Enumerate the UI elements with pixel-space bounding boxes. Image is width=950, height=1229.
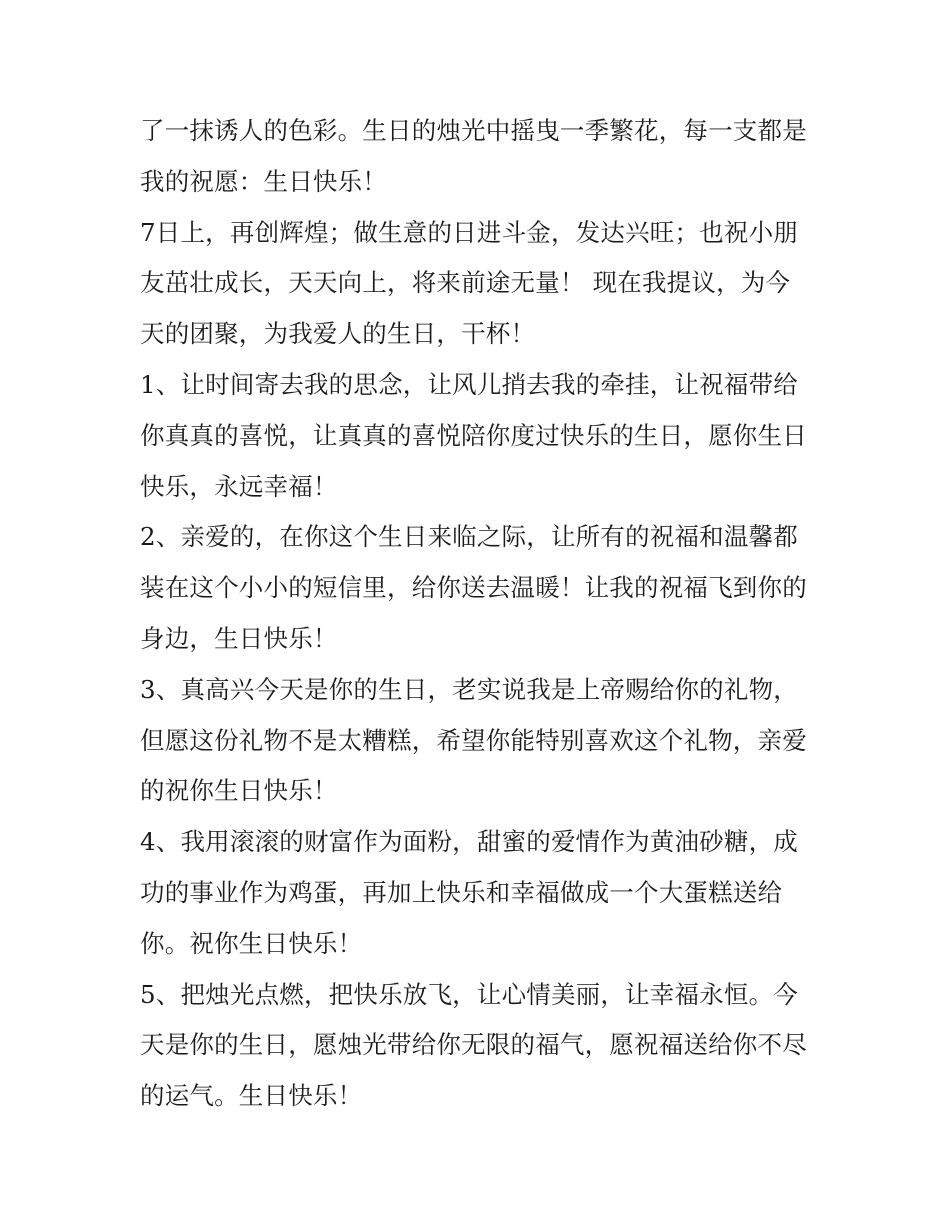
document-body [140,106,820,1122]
text-line: 的祝你生日快乐！ [140,776,338,806]
text-line: 3、真高兴今天是你的生日，老实说我是上帝赐给你的礼物， [140,674,798,704]
text-line: 7日上，再创辉煌；做生意的日进斗金，发达兴旺；也祝小朋 [140,217,798,247]
text-line: 的运气。生日快乐！ [140,1081,363,1111]
text-line: 天是你的生日，愿烛光带给你无限的福气，愿祝福送给你不尽 [140,1030,807,1060]
text-line: 2、亲爱的，在你这个生日来临之际，让所有的祝福和温馨都 [140,522,798,552]
text-line: 但愿这份礼物不是太糟糕，希望你能特别喜欢这个礼物，亲爱 [140,725,807,755]
text-line: 4、我用滚滚的财富作为面粉，甜蜜的爱情作为黄油砂糖，成 [140,827,798,857]
text-line: 装在这个小小的短信里，给你送去温暖！让我的祝福飞到你的 [140,573,807,603]
text-line: 天的团聚，为我爱人的生日，干杯！ [140,319,536,349]
text-line: 你真真的喜悦，让真真的喜悦陪你度过快乐的生日，愿你生日 [140,420,807,450]
text-line: 友茁壮成长，天天向上，将来前途无量！ 现在我提议，为今 [140,268,791,298]
text-line: 你。祝你生日快乐！ [140,928,363,958]
text-line: 快乐，永远幸福！ [140,471,338,501]
text-line: 功的事业作为鸡蛋，再加上快乐和幸福做成一个大蛋糕送给 [140,877,783,907]
text-line: 了一抹诱人的色彩。生日的烛光中摇曳一季繁花，每一支都是 [140,116,807,145]
text-line: 身边，生日快乐！ [140,623,338,653]
text-line: 我的祝愿：生日快乐！ [140,166,387,196]
text-line: 5、把烛光点燃，把快乐放飞，让心情美丽，让幸福永恒。今 [140,979,798,1009]
text-line: 1、让时间寄去我的思念，让风儿捎去我的牵挂，让祝福带给 [140,369,798,399]
